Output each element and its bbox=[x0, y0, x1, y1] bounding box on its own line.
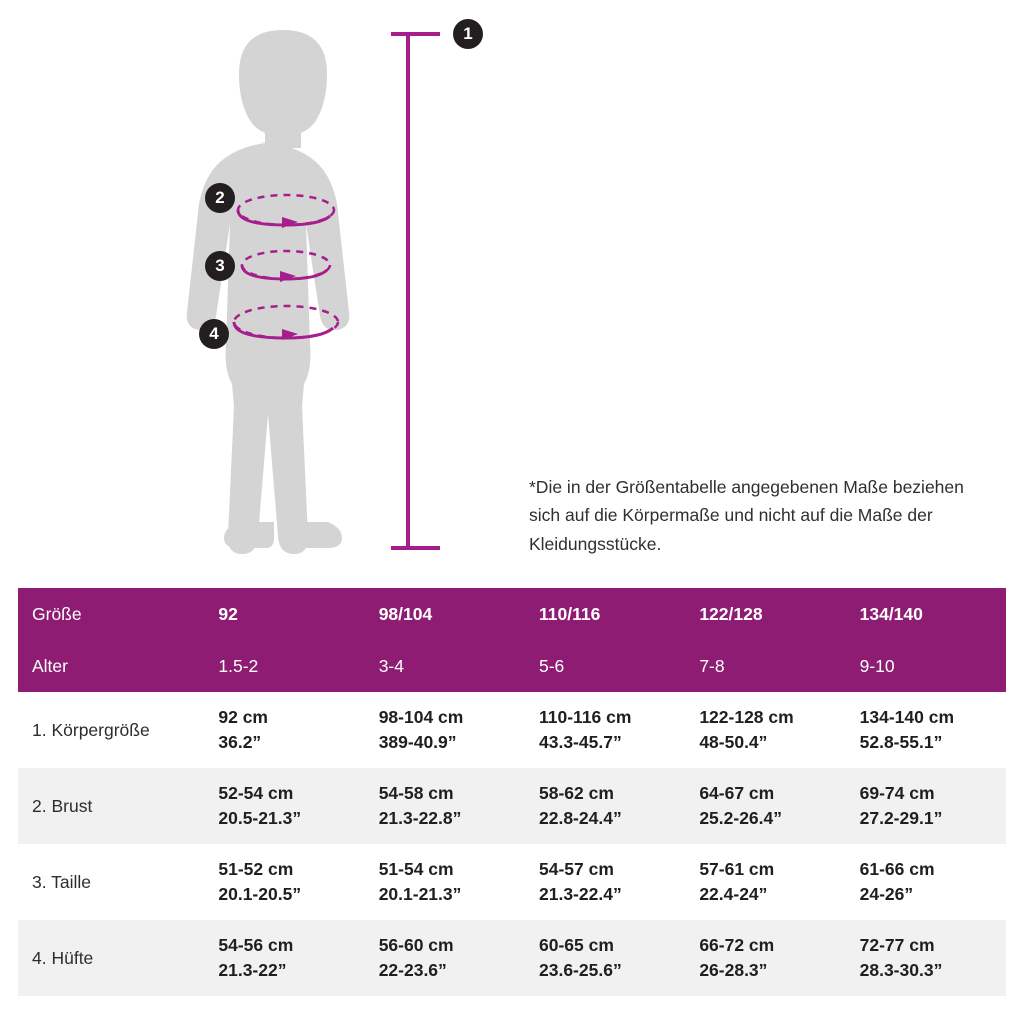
cell-value-inch: 26-28.3” bbox=[699, 960, 768, 980]
cell-value-cm: 52-54 cm bbox=[218, 782, 294, 803]
cell-hip-122128 bbox=[685, 920, 845, 996]
cell-value-cm: 57-61 cm bbox=[699, 858, 775, 879]
header-size-1: 92 bbox=[204, 588, 364, 640]
cell-chest-98104 bbox=[365, 768, 525, 844]
cell-value-inch: 48-50.4” bbox=[699, 732, 768, 752]
cell-value-inch: 389-40.9” bbox=[378, 732, 457, 752]
cell-value-cm: 51-52 cm bbox=[218, 858, 294, 879]
cell-value-cm: 60-65 cm bbox=[539, 934, 614, 955]
cell-value-inch: 20.1-20.5” bbox=[218, 884, 302, 904]
table-header bbox=[18, 588, 1006, 692]
cell-value-cm: 69-74 cm bbox=[859, 782, 935, 803]
table-row bbox=[18, 692, 1006, 768]
cell-waist-98104 bbox=[365, 844, 525, 920]
header-size-label: Größe bbox=[18, 588, 204, 640]
cell-height-134140 bbox=[846, 692, 1006, 768]
cell-value-inch: 24-26” bbox=[859, 884, 914, 904]
cell-value-cm: 58-62 cm bbox=[539, 782, 614, 803]
cell-value-inch: 22.8-24.4” bbox=[539, 808, 622, 828]
header-size-2: 98/104 bbox=[365, 588, 525, 640]
cell-value-inch: 21.3-22.8” bbox=[378, 808, 462, 828]
cell-waist-92 bbox=[204, 844, 364, 920]
cell-chest-134140 bbox=[846, 768, 1006, 844]
header-age-3: 5-6 bbox=[525, 640, 685, 692]
cell-waist-110116 bbox=[525, 844, 685, 920]
cell-value-cm: 54-58 cm bbox=[378, 782, 454, 803]
marker-1-height: 1 bbox=[453, 19, 483, 49]
cell-height-98104 bbox=[365, 692, 525, 768]
cell-value-cm: 66-72 cm bbox=[699, 934, 775, 955]
cell-value-cm: 92 cm bbox=[218, 706, 268, 727]
header-size-3: 110/116 bbox=[525, 588, 685, 640]
header-age-label: Alter bbox=[18, 640, 204, 692]
header-row-age bbox=[18, 640, 1006, 692]
footnote-text: *Die in der Größentabelle angegebenen Maße beziehen sich auf die Körpermaße und nicht auf die Maße der Kleidungsstücke. bbox=[529, 477, 964, 554]
cell-value-cm: 98-104 cm bbox=[378, 706, 464, 727]
cell-value-cm: 64-67 cm bbox=[699, 782, 775, 803]
header-age-4: 7-8 bbox=[685, 640, 845, 692]
cell-value-cm: 134-140 cm bbox=[859, 706, 955, 727]
cell-value-inch: 20.5-21.3” bbox=[218, 808, 302, 828]
cell-value-cm: 72-77 cm bbox=[859, 934, 935, 955]
table-row bbox=[18, 844, 1006, 920]
cell-value-cm: 122-128 cm bbox=[699, 706, 794, 727]
row-label-chest: 2. Brust bbox=[32, 795, 93, 816]
cell-value-cm: 56-60 cm bbox=[378, 934, 454, 955]
cell-value-inch: 20.1-21.3” bbox=[378, 884, 462, 904]
cell-chest-92 bbox=[204, 768, 364, 844]
table-body bbox=[18, 692, 1006, 996]
header-age-2: 3-4 bbox=[365, 640, 525, 692]
cell-value-inch: 43.3-45.7” bbox=[539, 732, 622, 752]
cell-value-inch: 52.8-55.1” bbox=[859, 732, 943, 752]
header-row-size bbox=[18, 588, 1006, 640]
cell-value-inch: 23.6-25.6” bbox=[539, 960, 622, 980]
cell-chest-110116 bbox=[525, 768, 685, 844]
cell-value-inch: 27.2-29.1” bbox=[859, 808, 943, 828]
cell-value-inch: 22.4-24” bbox=[699, 884, 768, 904]
cell-height-122128 bbox=[685, 692, 845, 768]
cell-value-inch: 21.3-22.4” bbox=[539, 884, 622, 904]
header-age-1: 1.5-2 bbox=[204, 640, 364, 692]
table-row bbox=[18, 920, 1006, 996]
header-size-5: 134/140 bbox=[846, 588, 1006, 640]
cell-hip-134140 bbox=[846, 920, 1006, 996]
cell-value-cm: 54-56 cm bbox=[218, 934, 294, 955]
cell-value-cm: 54-57 cm bbox=[539, 858, 614, 879]
row-label-waist: 3. Taille bbox=[32, 871, 92, 892]
marker-4-hip: 4 bbox=[199, 319, 229, 349]
cell-value-inch: 28.3-30.3” bbox=[859, 960, 943, 980]
body-silhouette bbox=[187, 30, 350, 554]
cell-hip-92 bbox=[204, 920, 364, 996]
cell-chest-122128 bbox=[685, 768, 845, 844]
cell-height-92 bbox=[204, 692, 364, 768]
height-measure-line bbox=[391, 34, 440, 548]
cell-height-110116 bbox=[525, 692, 685, 768]
row-label-hip: 4. Hüfte bbox=[32, 947, 94, 968]
header-age-5: 9-10 bbox=[846, 640, 1006, 692]
marker-3-waist: 3 bbox=[205, 251, 235, 281]
marker-2-chest: 2 bbox=[205, 183, 235, 213]
cell-value-inch: 21.3-22” bbox=[218, 960, 287, 980]
size-chart-table bbox=[18, 588, 1006, 996]
cell-hip-110116 bbox=[525, 920, 685, 996]
cell-value-cm: 61-66 cm bbox=[859, 858, 935, 879]
row-label-height: 1. Körpergröße bbox=[32, 719, 150, 740]
cell-value-cm: 51-54 cm bbox=[378, 858, 454, 879]
cell-value-cm: 110-116 cm bbox=[539, 706, 632, 727]
cell-value-inch: 36.2” bbox=[218, 732, 262, 752]
cell-value-inch: 22-23.6” bbox=[378, 960, 447, 980]
cell-waist-134140 bbox=[846, 844, 1006, 920]
table-row bbox=[18, 768, 1006, 844]
cell-waist-122128 bbox=[685, 844, 845, 920]
header-size-4: 122/128 bbox=[685, 588, 845, 640]
cell-value-inch: 25.2-26.4” bbox=[699, 808, 783, 828]
cell-hip-98104 bbox=[365, 920, 525, 996]
